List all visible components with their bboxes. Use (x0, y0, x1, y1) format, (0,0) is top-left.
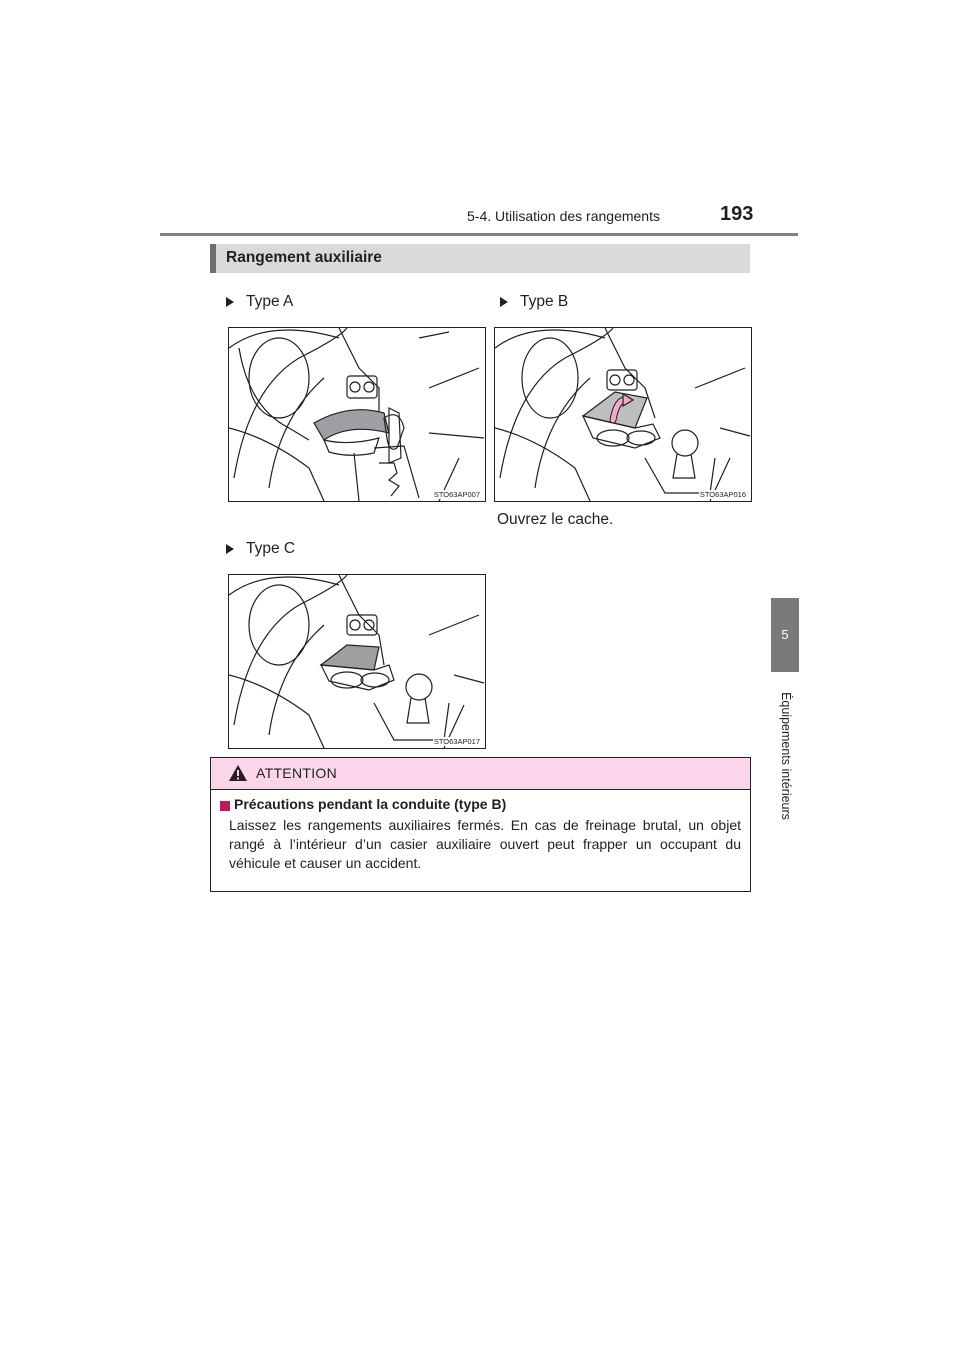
figure-label-text: Type A (246, 293, 294, 310)
figure-label-text: Type B (520, 293, 569, 310)
figure-label-type-c (226, 540, 295, 558)
warning-subtitle: Précautions pendant la conduite (type B) (234, 796, 507, 812)
figure-label-type-b (500, 293, 568, 311)
figure-label-type-a (226, 293, 293, 311)
section-heading-bar (210, 244, 216, 273)
warning-bullet-square (220, 801, 230, 811)
section-heading-text: Rangement auxiliaire (226, 249, 382, 266)
triangle-bullet-icon (500, 297, 508, 307)
running-header: 5-4. Utilisation des rangements (467, 208, 660, 224)
illustration-type-b (494, 327, 752, 502)
dashboard-drawing-type-a (229, 328, 485, 501)
figure-code: STO63AP017 (433, 737, 480, 746)
warning-box (210, 757, 751, 892)
chapter-label: Équipements intérieurs (779, 692, 793, 820)
warning-triangle-icon (228, 764, 248, 782)
figure-code: STO63AP016 (699, 490, 746, 499)
page-number: 193 (720, 203, 754, 225)
section-heading (210, 244, 750, 273)
warning-title: ATTENTION (256, 765, 337, 781)
illustration-type-a (228, 327, 486, 502)
chapter-tab: 5 (771, 598, 799, 672)
chapter-label-wrapper (772, 676, 800, 836)
warning-header (211, 758, 750, 790)
figure-code: STO63AP007 (433, 490, 480, 499)
triangle-bullet-icon (226, 297, 234, 307)
figure-label-text: Type C (246, 540, 296, 557)
dashboard-drawing-type-b (495, 328, 751, 501)
warning-body: Laissez les rangements auxiliaires fermés. En cas de freinage brutal, un objet rangé à l’intérieur d’un casier auxiliaire ouvert peut frapper un occupant du véhicule et causer un accident. (229, 817, 741, 871)
header-rule (160, 233, 798, 236)
figure-caption-type-b: Ouvrez le cache. (497, 511, 614, 528)
illustration-type-c (228, 574, 486, 749)
triangle-bullet-icon (226, 544, 234, 554)
dashboard-drawing-type-c (229, 575, 485, 748)
